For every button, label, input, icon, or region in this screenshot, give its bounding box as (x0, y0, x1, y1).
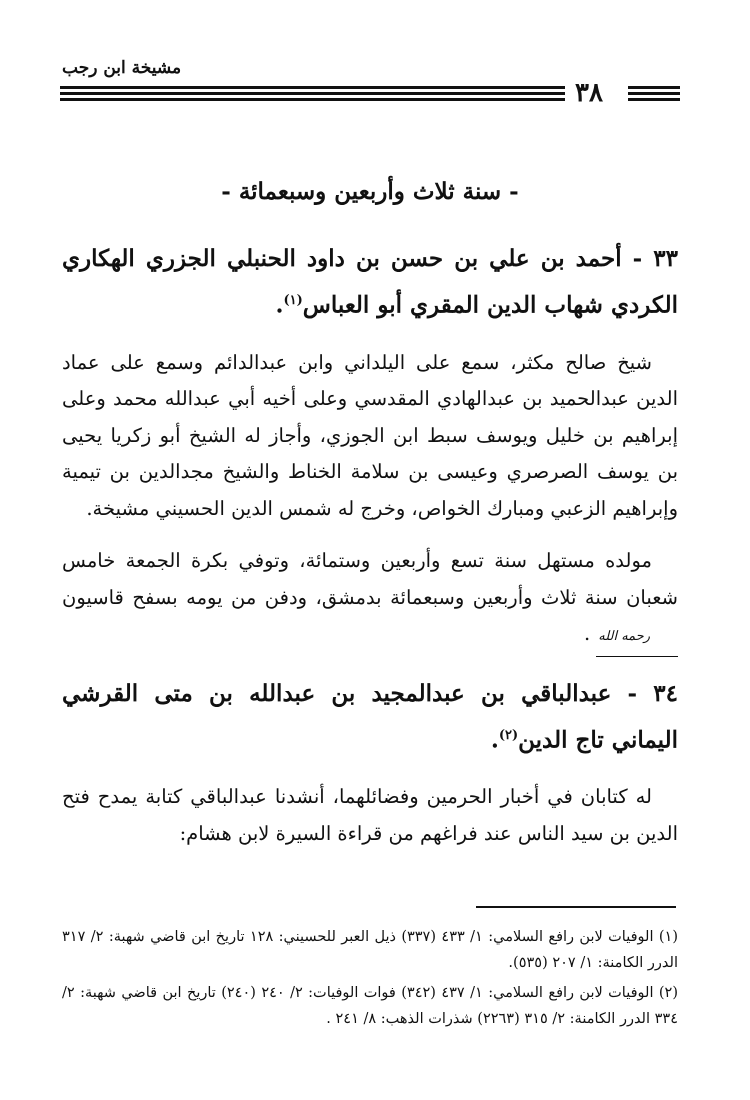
entry-paragraph: له كتابان في أخبار الحرمين وفضائلهما، أنشدنا عبدالباقي كتابة يمدح فتح الدين بن سيد الناس عند فراغهم من قراءة السيرة لابن هشام: (62, 785, 678, 845)
entry-heading (62, 673, 678, 762)
paragraph-end: . (584, 622, 591, 646)
entry-heading (62, 238, 678, 327)
entry-heading-end: . (275, 291, 284, 319)
footnotes (62, 924, 678, 1036)
section-heading: - سنة ثلاث وأربعين وسبعمائة - (221, 178, 519, 205)
header-rule (60, 86, 565, 89)
footnote-1: (١) الوفيات لابن رافع السلامي: ١/ ٤٣٣ (٣٣٧) ذيل العبر للحسيني: ١٢٨ تاريخ ابن قاضي شهبة: ٢/ ٣١٧ الدرر الكامنة: ١/ ٢٠٧ (٥٣٥). (62, 929, 678, 971)
header-rule (628, 86, 680, 89)
page-body (62, 170, 678, 868)
honorific-seal: رحمه الله (596, 619, 678, 657)
footnote-rule (476, 906, 676, 908)
entry-heading-text: ٣٣ - أحمد بن علي بن حسن بن داود الحنبلي الجزري الهكاري الكردي شهاب الدين المقري أبو العباس (62, 245, 678, 319)
header-rule (60, 92, 565, 95)
footnote-ref[interactable]: (٢) (498, 727, 519, 743)
entry-paragraph-text: مولده مستهل سنة تسع وأربعين وستمائة، وتوفي بكرة الجمعة خامس شعبان سنة ثلاث وأربعين وسبعمائة بدمشق، ودفن من يومه بسفح قاسيون (62, 549, 678, 609)
header-rule (628, 98, 680, 101)
entry-paragraph (62, 543, 678, 657)
entry-paragraph: شيخ صالح مكثر، سمع على اليلداني وابن عبدالدائم وسمع على عماد الدين عبدالحميد بن عبدالهادي المقدسي وعلى أخيه أبي عبدالله محمد وعلى إبراهيم بن خليل ويوسف سبط ابن الجوزي، وأجاز له الشيخ أبو زكريا يحيى بن يوسف الصرصري وعيسى بن سلامة الخناط والشيخ مجدالدين بن تيمية وإبراهيم الزعبي ومبارك الخواص، وخرج له شمس الدين الحسيني مشيخة. (62, 350, 678, 520)
page-number: ٣٨ (575, 78, 603, 108)
entry-heading-end: . (490, 726, 499, 754)
footnote-ref[interactable]: (١) (283, 293, 303, 308)
footnote-2: (٢) الوفيات لابن رافع السلامي: ١/ ٤٣٧ (٣٤٢) فوات الوفيات: ٢/ ٢٤٠ (٢٤٠) تاريخ ابن قاضي شهبة: ٢/ ٣٣٤ الدرر الكامنة: ٢/ ٣١٥ (٢٢٦٣) شذرات الذهب: ٨/ ٢٤١ . (62, 985, 678, 1027)
header-rule (628, 92, 680, 95)
header-rule (60, 98, 565, 101)
entry-33 (62, 238, 678, 657)
running-head: مشيخة ابن رجب (62, 58, 182, 78)
entry-34 (62, 673, 678, 853)
entry-heading-text: ٣٤ - عبدالباقي بن عبدالمجيد بن عبدالله بن متى القرشي اليماني تاج الدين (62, 679, 678, 754)
